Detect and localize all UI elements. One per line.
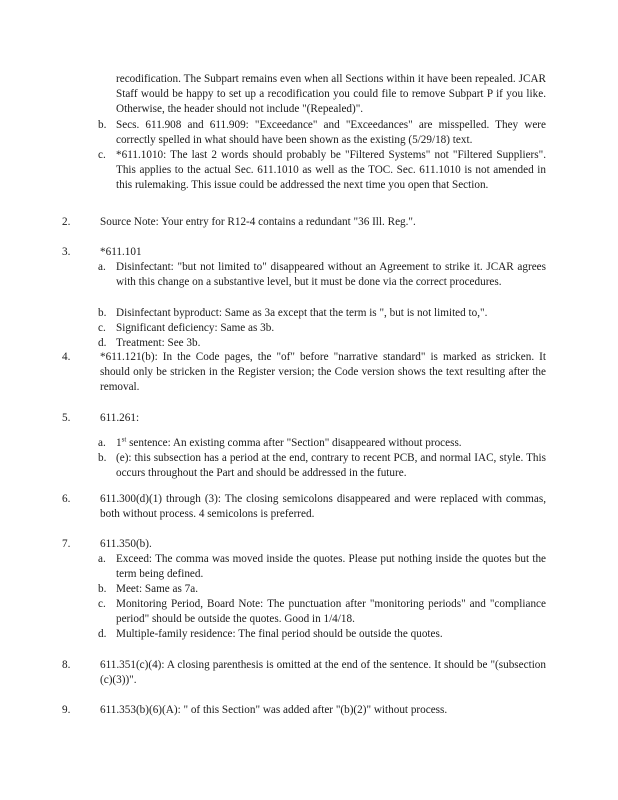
sub-label: c. [98,149,106,161]
list-item-7 [62,537,546,552]
item-number: 3. [62,246,71,258]
ordinal-number: 1 [116,437,122,449]
sub-label: a. [98,553,106,565]
list-item-8 [62,658,546,688]
sub-label: b. [98,119,107,131]
sub-text [116,436,546,451]
item-7-sub-c [98,597,546,627]
item-heading: 611.261: [100,412,140,424]
item-1-continuation: recodification. The Subpart remains even when all Sections within it have been repealed. JCAR Staff would be happy to set up a recodification you could file to remove Subpart P if you like. Otherwise, the header should not include "(Repealed)". [116,73,546,116]
item-text: 611.351(c)(4): A closing parenthesis is omitted at the end of the sentence. It should be "(subsection (c)(3))". [100,659,546,687]
sub-label: b. [98,583,107,595]
item-3-sub-c [98,321,546,336]
sub-label: c. [98,322,106,334]
sub-text: Disinfectant byproduct: Same as 3a except that the term is ", but is not limited to,". [116,307,488,319]
item-7-sub-a [98,552,546,582]
item-text: 611.300(d)(1) through (3): The closing semicolons disappeared and were replaced with commas, both without process. 4 semicolons is preferred. [100,493,546,521]
item-3-sub-d [98,336,546,351]
sub-text: Meet: Same as 7a. [116,583,199,595]
item-number: 7. [62,538,71,550]
sub-label: a. [98,437,106,449]
sub-text: (e): this subsection has a period at the end, contrary to recent PCB, and normal IAC, style. This occurs throughout the Part and should be addressed in the future. [116,452,546,480]
item-7-sub-d [98,627,546,642]
sub-label: b. [98,307,107,319]
sub-text: Monitoring Period, Board Note: The punctuation after "monitoring periods" and "compliance period" should be outside the quotes. Good in 1/4/18. [116,598,546,626]
item-1-sub-b [98,118,546,148]
list-item-9 [62,703,546,718]
item-number: 5. [62,412,71,424]
list-item-4 [62,350,546,396]
sub-text-rest: sentence: An existing comma after "Section" disappeared without process. [126,437,462,449]
list-item-5 [62,411,546,426]
ordinal-suffix: st [121,435,127,444]
sub-label: b. [98,452,107,464]
list-item-6 [62,492,546,522]
item-number: 6. [62,493,71,505]
item-heading: *611.101 [100,246,142,258]
item-text: Source Note: Your entry for R12-4 contains a redundant "36 Ill. Reg.". [100,216,416,228]
item-text: *611.121(b): In the Code pages, the "of" before "narrative standard" is marked as stricken. It should only be stricken in the Register version; the Code version shows the text resulting after the removal. [100,351,546,394]
item-7-sub-b [98,582,546,597]
sub-label: d. [98,337,107,349]
sub-label: c. [98,598,106,610]
sub-text: Disinfectant: "but not limited to" disappeared without an Agreement to strike it. JCAR agrees with this change on a substantive level, but it must be done via the correct procedures. [116,261,546,289]
sub-text: Significant deficiency: Same as 3b. [116,322,275,334]
sub-text: Secs. 611.908 and 611.909: "Exceedance" and "Exceedances" are misspelled. They were correctly spelled in what should have been shown as the existing (5/29/18) text. [116,119,546,147]
item-text: 611.353(b)(6)(A): " of this Section" was added after "(b)(2)" without process. [100,704,448,716]
sub-label: a. [98,261,106,273]
item-number: 8. [62,659,71,671]
list-item-2 [62,215,546,230]
item-3-sub-b [98,306,546,321]
item-heading: 611.350(b). [100,538,152,550]
sub-text: *611.1010: The last 2 words should probably be "Filtered Systems" not "Filtered Suppliers". This applies to the actual Sec. 611.1010 as well as the TOC. Sec. 611.1010 is not amended in this rulemaking. This issue could be addressed the next time you open that Section. [116,149,546,192]
item-number: 4. [62,351,71,363]
item-5-sub-a [98,436,546,451]
sub-text: Treatment: See 3b. [116,337,201,349]
item-1-sub-c [98,148,546,194]
list-item-3 [62,245,546,260]
item-number: 9. [62,704,71,716]
item-3-sub-a [98,260,546,290]
sub-label: d. [98,628,107,640]
sub-text: Exceed: The comma was moved inside the quotes. Please put nothing inside the quotes but the term being defined. [116,553,546,581]
sub-text: Multiple-family residence: The final period should be outside the quotes. [116,628,443,640]
item-5-sub-b [98,451,546,481]
item-number: 2. [62,216,71,228]
